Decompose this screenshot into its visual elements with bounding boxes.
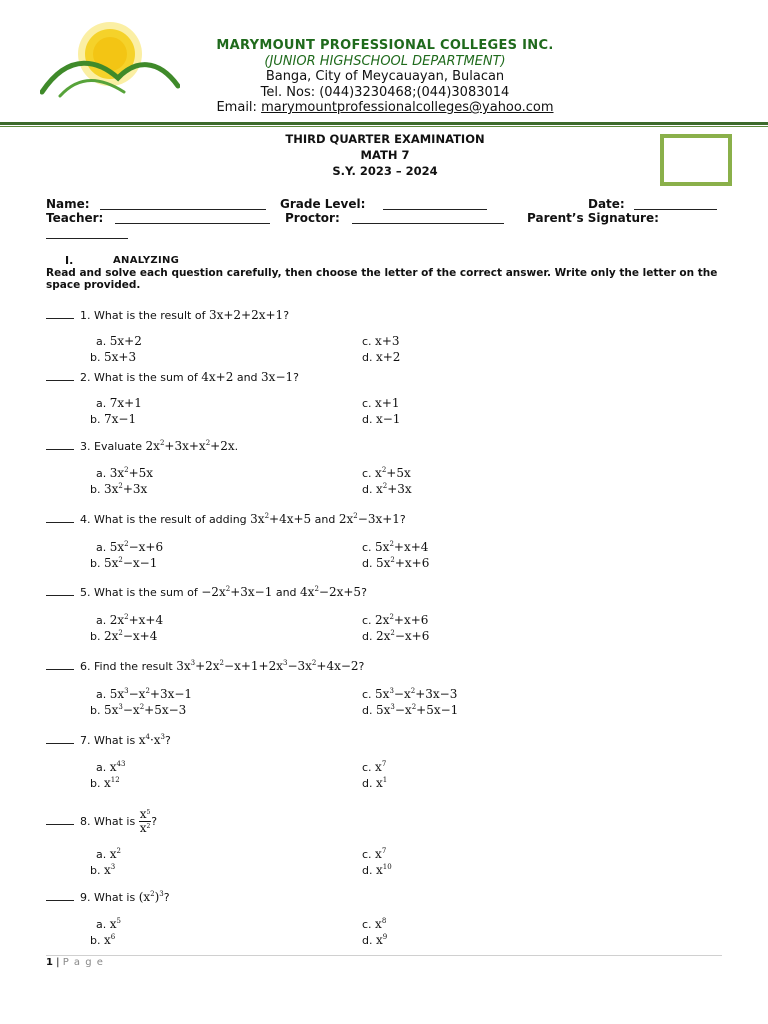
option-b: b. 5x+3 bbox=[90, 350, 137, 364]
option-c: c. $2x^2+x+6$ bbox=[362, 613, 429, 627]
page-label: P a g e bbox=[62, 957, 104, 968]
section-title: ANALYZING bbox=[113, 255, 180, 266]
option-a: a. 5x+2 bbox=[96, 334, 142, 348]
parent-signature-field[interactable] bbox=[46, 238, 128, 239]
option-c: c. x+3 bbox=[362, 334, 400, 348]
footer-divider bbox=[46, 955, 722, 956]
proctor-field[interactable] bbox=[352, 223, 504, 224]
page-number: 1 bbox=[46, 957, 53, 968]
question-4 bbox=[46, 513, 406, 525]
school-phone: Tel. Nos: (044)3230468;(044)3083014 bbox=[260, 85, 510, 100]
exam-title: THIRD QUARTER EXAMINATION bbox=[285, 132, 485, 146]
option-b: b. 7x−1 bbox=[90, 412, 137, 426]
question-7 bbox=[46, 734, 171, 746]
option-b: b. $2x^2-x+4$ bbox=[90, 629, 158, 643]
option-d: d. $5x^2+x+6$ bbox=[362, 556, 430, 570]
question-stem: 8. What is $\frac{x^5}{x^2}$ ? bbox=[80, 807, 158, 835]
option-a: a. $x^{43}$ bbox=[96, 760, 126, 774]
page-separator: | bbox=[52, 957, 63, 968]
option-c: c. $x^2+5x$ bbox=[362, 466, 411, 480]
question-3 bbox=[46, 440, 238, 452]
question-stem: 1. What is the result of 3x+2+2x+1? bbox=[80, 308, 290, 322]
grade-level-field[interactable] bbox=[383, 209, 487, 210]
school-address: Banga, City of Meycauayan, Bulacan bbox=[265, 69, 505, 84]
option-c: c. $x^7$ bbox=[362, 847, 387, 861]
option-d: d. $x^{10}$ bbox=[362, 863, 392, 877]
option-d: d. $x^1$ bbox=[362, 776, 388, 790]
option-a: a. $x^5$ bbox=[96, 917, 121, 931]
question-2 bbox=[46, 371, 299, 383]
answer-blank[interactable] bbox=[46, 815, 74, 825]
option-c: c. $5x^2+x+4$ bbox=[362, 540, 429, 554]
question-6 bbox=[46, 660, 364, 672]
question-stem: 3. Evaluate $2x^2+3x+x^2+2x$. bbox=[80, 439, 239, 453]
option-b: b. $x^3$ bbox=[90, 863, 116, 877]
option-c: c. $x^7$ bbox=[362, 760, 387, 774]
option-b: b. $x^{12}$ bbox=[90, 776, 120, 790]
parent-signature-label: Parent’s Signature: bbox=[527, 211, 659, 225]
question-stem: 5. What is the sum of $-2x^2+3x-1$ and $4x^2-2x+5$? bbox=[80, 585, 367, 599]
option-d: d. $5x^3-x^2+5x-1$ bbox=[362, 703, 459, 717]
question-8 bbox=[46, 808, 157, 835]
option-a: a. $5x^2-x+6$ bbox=[96, 540, 164, 554]
school-email bbox=[150, 101, 620, 114]
option-b: b. $x^6$ bbox=[90, 933, 116, 947]
answer-blank[interactable] bbox=[46, 891, 74, 901]
email-link[interactable]: marymountprofessionalcolleges@yahoo.com bbox=[261, 100, 554, 115]
section-number: I. bbox=[65, 254, 74, 267]
option-d: d. x−1 bbox=[362, 412, 401, 426]
option-a: a. $x^2$ bbox=[96, 847, 121, 861]
date-field[interactable] bbox=[634, 209, 717, 210]
teacher-field[interactable] bbox=[115, 223, 270, 224]
grade-level-label: Grade Level: bbox=[280, 197, 366, 211]
question-stem: 2. What is the sum of 4x+2 and 3x−1? bbox=[80, 370, 299, 384]
option-d: d. $2x^2-x+6$ bbox=[362, 629, 430, 643]
question-stem: 6. Find the result $3x^3+2x^2-x+1+2x^3-3x^2+4x-2$? bbox=[80, 659, 365, 673]
question-5 bbox=[46, 586, 367, 598]
score-box bbox=[660, 134, 732, 186]
page-footer bbox=[46, 958, 104, 968]
answer-blank[interactable] bbox=[46, 513, 74, 523]
option-a: a. $2x^2+x+4$ bbox=[96, 613, 164, 627]
option-d: d. $x^9$ bbox=[362, 933, 388, 947]
option-d: d. $x^2+3x$ bbox=[362, 482, 412, 496]
answer-blank[interactable] bbox=[46, 586, 74, 596]
email-label: Email: bbox=[216, 100, 262, 115]
question-stem: 7. What is $x^4\cdot x^3$? bbox=[80, 733, 171, 747]
answer-blank[interactable] bbox=[46, 309, 74, 319]
option-d: d. x+2 bbox=[362, 350, 401, 364]
date-label: Date: bbox=[588, 197, 625, 211]
name-field[interactable] bbox=[100, 209, 266, 210]
answer-blank[interactable] bbox=[46, 371, 74, 381]
question-stem: 9. What is $(x^2)^3$? bbox=[80, 890, 170, 904]
option-b: b. $5x^2-x-1$ bbox=[90, 556, 158, 570]
option-c: c. x+1 bbox=[362, 396, 400, 410]
question-1 bbox=[46, 309, 289, 321]
option-b: b. $3x^2+3x$ bbox=[90, 482, 148, 496]
exam-school-year: S.Y. 2023 – 2024 bbox=[332, 164, 438, 178]
exam-subject: MATH 7 bbox=[360, 148, 410, 162]
answer-blank[interactable] bbox=[46, 440, 74, 450]
option-c: c. $x^8$ bbox=[362, 917, 387, 931]
section-instructions: Read and solve each question carefully, then choose the letter of the correct answer. Write only the letter on the space provided. bbox=[46, 267, 718, 291]
school-name: MARYMOUNT PROFESSIONAL COLLEGES INC. bbox=[216, 38, 554, 53]
answer-blank[interactable] bbox=[46, 734, 74, 744]
answer-blank[interactable] bbox=[46, 660, 74, 670]
option-c: c. $5x^3-x^2+3x-3$ bbox=[362, 687, 458, 701]
option-a: a. $3x^2+5x$ bbox=[96, 466, 154, 480]
option-b: b. $5x^3-x^2+5x-3$ bbox=[90, 703, 187, 717]
question-stem: 4. What is the result of adding $3x^2+4x+5$ and $2x^2-3x+1$? bbox=[80, 512, 406, 526]
header-divider-thin bbox=[0, 126, 768, 127]
option-a: a. 7x+1 bbox=[96, 396, 142, 410]
header-divider bbox=[0, 122, 768, 125]
question-9 bbox=[46, 891, 170, 903]
name-label: Name: bbox=[46, 197, 90, 211]
teacher-label: Teacher: bbox=[46, 211, 104, 225]
proctor-label: Proctor: bbox=[285, 211, 340, 225]
option-a: a. $5x^3-x^2+3x-1$ bbox=[96, 687, 193, 701]
school-department: (JUNIOR HIGHSCHOOL DEPARTMENT) bbox=[264, 54, 506, 69]
